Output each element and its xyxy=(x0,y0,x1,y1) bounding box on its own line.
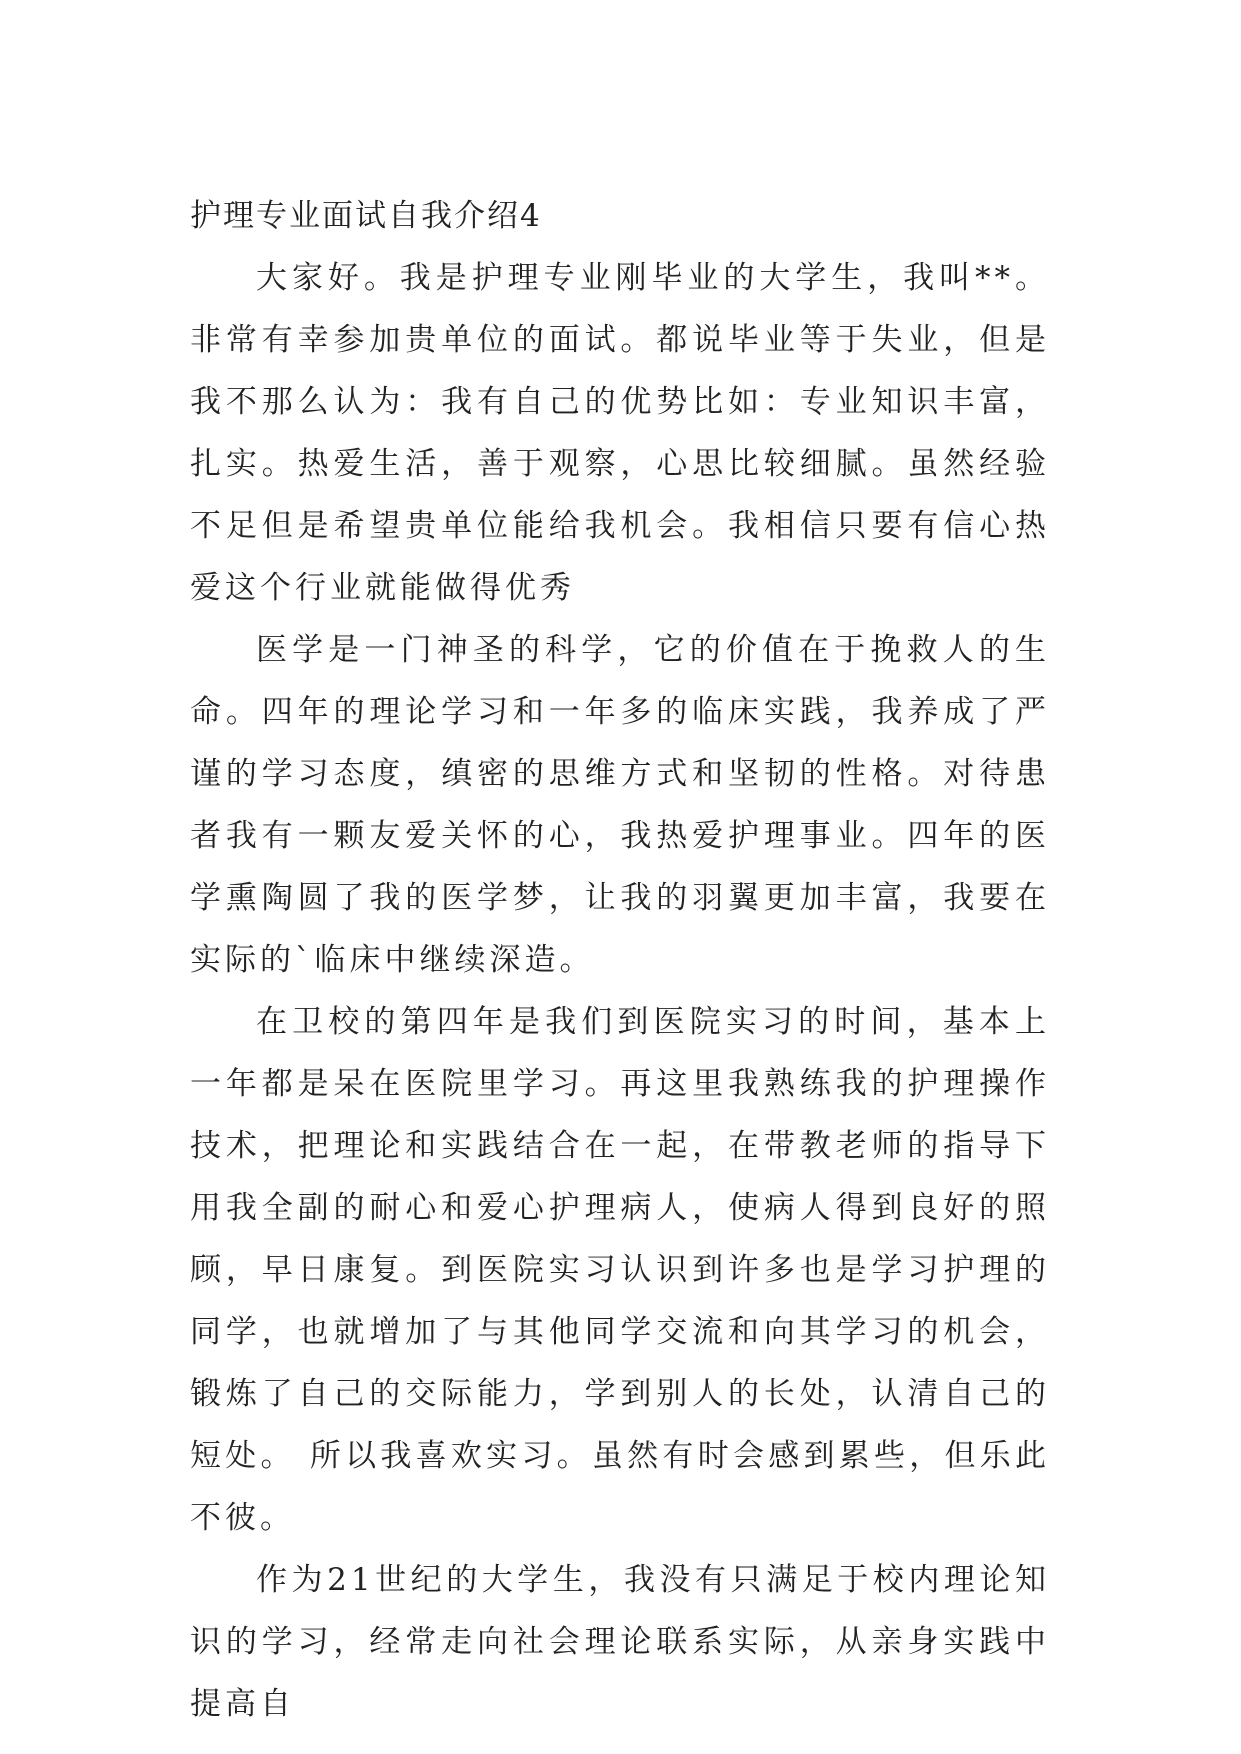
paragraph-medicine: 医学是一门神圣的科学，它的价值在于挽救人的生命。四年的理论学习和一年多的临床实践，我养成了严谨的学习态度，缜密的思维方式和坚韧的性格。对待患者我有一颗友爱关怀的心，我热爱护理事业。四年的医学熏陶圆了我的医学梦，让我的羽翼更加丰富，我要在实际的`临床中继续深造。 xyxy=(190,632,1050,978)
document-body xyxy=(190,185,1050,1735)
document-title: 护理专业面试自我介绍4 xyxy=(190,198,542,234)
paragraph-introduction: 大家好。我是护理专业刚毕业的大学生，我叫**。非常有幸参加贵单位的面试。都说毕业等于失业，但是我不那么认为：我有自己的优势比如：专业知识丰富，扎实。热爱生活，善于观察，心思比较细腻。虽然经验不足但是希望贵单位能给我机会。我相信只要有信心热爱这个行业就能做得优秀 xyxy=(190,260,1050,606)
paragraph-practice: 作为21世纪的大学生，我没有只满足于校内理论知识的学习，经常走向社会理论联系实际，从亲身实践中提高自 xyxy=(190,1562,1050,1722)
paragraph-internship: 在卫校的第四年是我们到医院实习的时间，基本上一年都是呆在医院里学习。再这里我熟练我的护理操作技术，把理论和实践结合在一起，在带教老师的指导下用我全副的耐心和爱心护理病人，使病人得到良好的照顾，早日康复。到医院实习认识到许多也是学习护理的同学，也就增加了与其他同学交流和向其学习的机会，锻炼了自己的交际能力，学到别人的长处，认清自己的短处。 所以我喜欢实习。虽然有时会感到累些，但乐此不彼。 xyxy=(190,1004,1050,1536)
